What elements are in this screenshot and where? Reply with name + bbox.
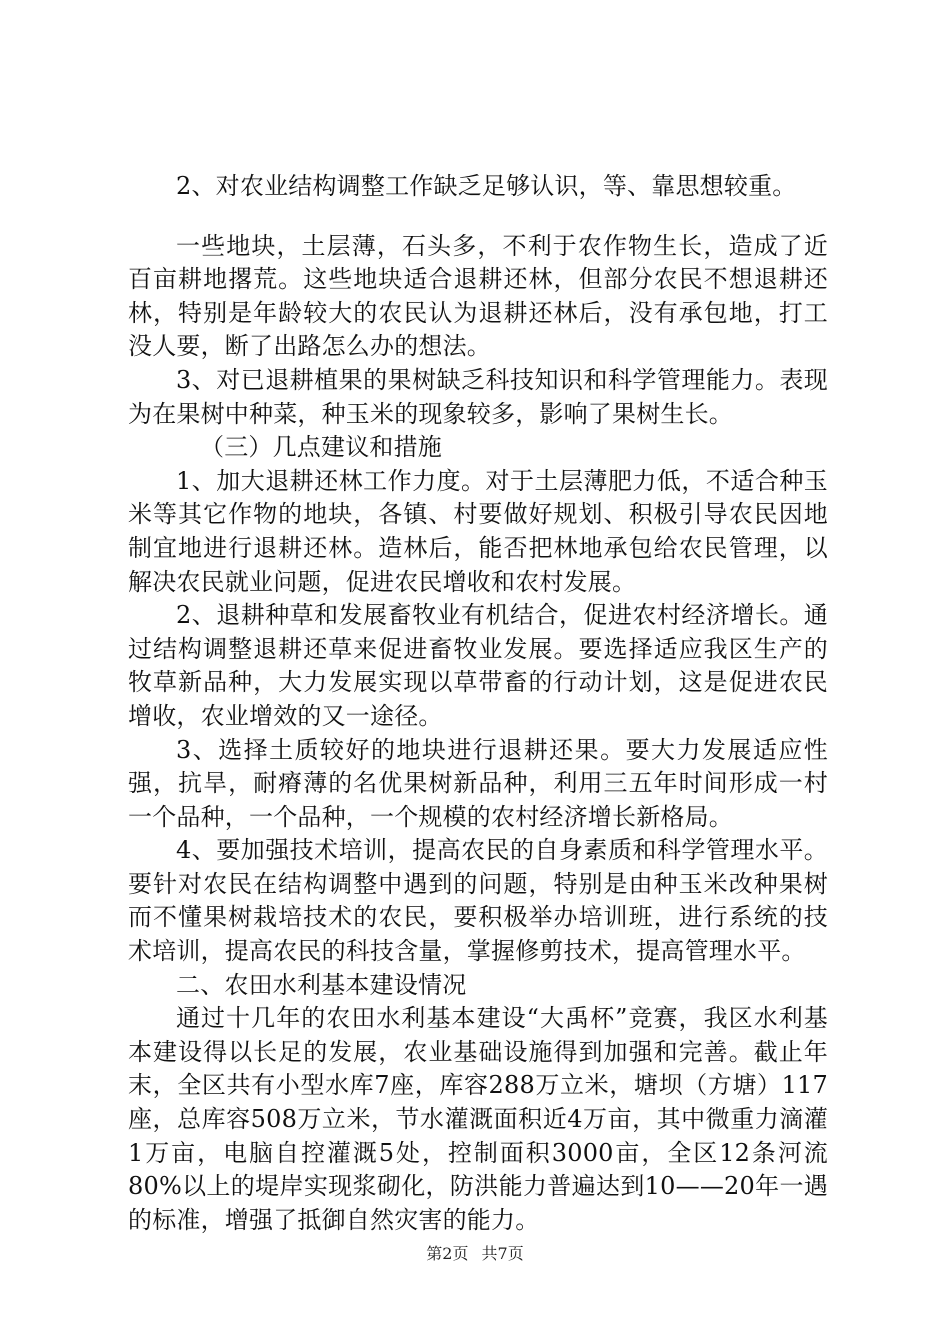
section-heading-suggestions: （三）几点建议和措施 [200,433,442,462]
paragraph-issue-2: 2、对农业结构调整工作缺乏足够认识，等、靠思想较重。 [176,172,797,200]
page-number: 第2页 [426,1244,469,1263]
page-footer [0,1241,950,1264]
paragraph-measure-1: 1、加大退耕还林工作力度。对于土层薄肥力低，不适合种玉米等其它作物的地块，各镇、村要做好规划、积极引导农民因地制宜地进行退耕还林。造林后，能否把林地承包给农民管理，以解决农民就业问题，促进农民增收和农村发展。 [128,466,828,596]
paragraph-issue-3: 3、对已退耕植果的果树缺乏科技知识和科学管理能力。表现为在果树中种菜，种玉米的现象较多，影响了果树生长。 [128,365,828,428]
paragraph-measure-2: 2、退耕种草和发展畜牧业有机结合，促进农村经济增长。通过结构调整退耕还草来促进畜牧业发展。要选择适应我区生产的牧草新品种，大力发展实现以草带畜的行动计划，这是促进农民增收，农业增效的又一途径。 [128,601,828,730]
paragraph-irrigation: 通过十几年的农田水利基本建设“大禹杯”竞赛，我区水利基本建设得以长足的发展，农业基础设施得到加强和完善。截止年末，全区共有小型水库7座，库容288万立米，塘坝（方塘）117座，总库容508万立米，节水灌溉面积近4万亩，其中微重力滴灌1万亩，电脑自控灌溉5处，控制面积3000亩，全区12条河流80%以上的堤岸实现浆砌化，防洪能力普遍达到10——20年一遇的标准，增强了抵御自然灾害的能力。 [128,1004,828,1234]
page-total: 共7页 [481,1244,524,1263]
body-text [128,170,828,1237]
section-heading-irrigation: 二、农田水利基本建设情况 [176,970,467,999]
paragraph-measure-4: 4、要加强技术培训，提高农民的自身素质和科学管理水平。要针对农民在结构调整中遇到的问题，特别是由种玉米改种果树而不懂果树栽培技术的农民，要积极举办培训班，进行系统的技术培训，提高农民的科技含量，掌握修剪技术，提高管理水平。 [128,836,828,966]
paragraph-land-abandonment: 一些地块，土层薄，石头多，不利于农作物生长，造成了近百亩耕地撂荒。这些地块适合退耕还林，但部分农民不想退耕还林，特别是年龄较大的农民认为退耕还林后，没有承包地，打工没人要，断了出路怎么办的想法。 [128,231,828,361]
paragraph-measure-3: 3、选择土质较好的地块进行退耕还果。要大力发展适应性强，抗旱，耐瘠薄的名优果树新品种，利用三五年时间形成一村一个品种，一个品种，一个规模的农村经济增长新格局。 [128,735,828,831]
